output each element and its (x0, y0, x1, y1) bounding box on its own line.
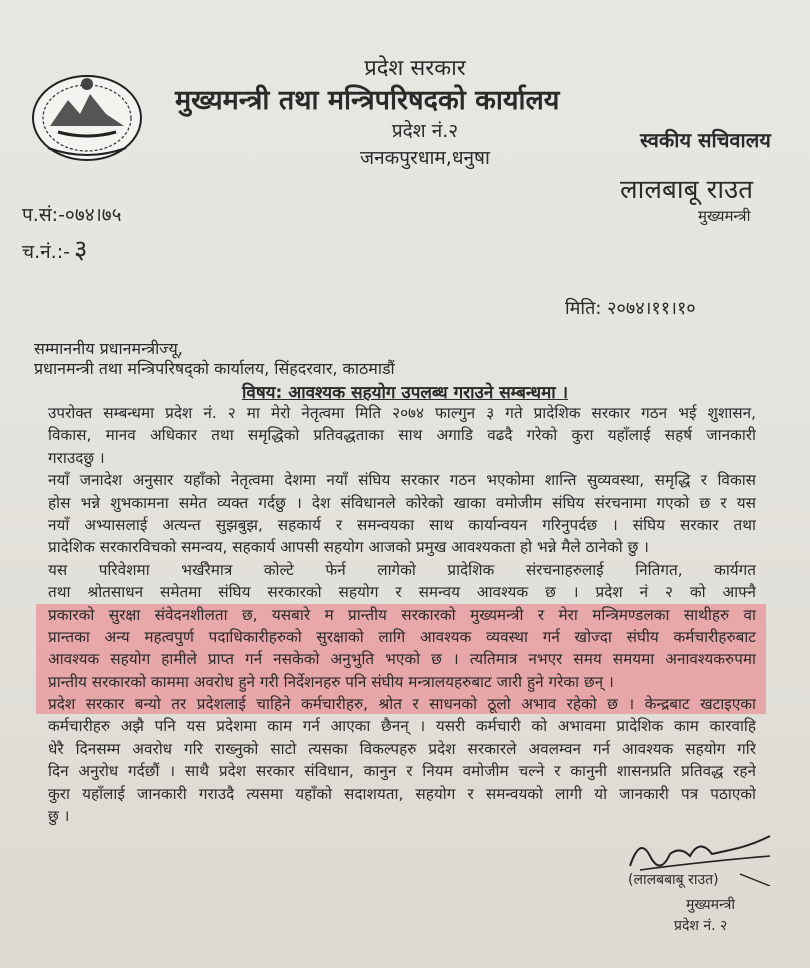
signatory-title: मुख्यमन्त्री (686, 897, 735, 913)
body-line: गराउदछु । (48, 448, 105, 467)
body-line: प्रकारको सुरक्षा संवेदनशीलता छ, यसबारे म प्रान्तीय सरकारको मुख्यमन्त्री र मेरा मन्त्रिमण्डलका साथीहरु वा (48, 605, 756, 624)
body-line: यस परिवेशमा भर्खरैमात्र कोल्टे फेर्न लागेको प्रादेशिक संरचनाहरुलाई नितिगत, कार्यगत (48, 560, 756, 579)
dispatch-number (22, 230, 87, 266)
dispatch-label: च.नं.:- (22, 241, 70, 263)
body-line: नयाँ अभ्यासलाई अत्यन्त सुझबुझ, सहकार्य र समन्वयका साथ कार्यान्वयन गरिनुपर्दछ । संघिय सरकार तथा (48, 515, 756, 534)
body-line: प्रान्तका अन्य महत्वपुर्ण पदाधिकारीहरुको सुरक्षाको लागि आवश्यक व्यवस्था गर्न खोज्दा संघीय कर्मचारीहरुबाट (48, 627, 756, 646)
recipient-address: प्रधानमन्त्री तथा मन्त्रिपरिषद्को कार्यालय, सिंहदरवार, काठमाडौं (34, 359, 395, 378)
body-line: कर्मचारीहरु अझै पनि यस प्रदेशमा काम गर्न आएका छैनन् । यसरी कर्मचारी को अभावमा प्रादेशिक काम कारवाहि (48, 717, 756, 736)
body-line: छु । (48, 807, 70, 826)
header-location: जनकपुरधाम,धनुषा (360, 147, 490, 169)
body-line: धेरै दिनसम्म अवरोध गरि राख्नुको साटो त्यसका विकल्पहरु प्रदेश सरकारले अवलम्वन गर्न आवश्यक सहयोग गरि (48, 739, 756, 758)
body-line: उपरोक्त सम्बन्धमा प्रदेश नं. २ मा मेरो नेतृत्वमा मिति २०७४ फाल्गुन ३ गते प्रादेशिक सरकार गठन भई शुशासन, (48, 404, 756, 422)
letter-date: मिति: २०७४।११।१० (565, 298, 696, 319)
header-government: प्रदेश सरकार (364, 56, 466, 81)
body-line: प्रान्तीय सरकारको काममा अवरोध हुने गरी निर्देशनहरु पनि संघीय मन्त्रालयहरुबाट जारी हुने गरेका छन् । (48, 672, 614, 691)
body-line: तथा श्रोतसाधन समेतमा संघिय सरकारको सहयोग र समन्वय आवश्यक छ । प्रदेश नं २ को आफ्नै (48, 583, 756, 602)
secretariat-label: स्वकीय सचिवालय (640, 128, 771, 152)
signatory-name: (लालबबाबू राउत) (628, 872, 719, 888)
body-line: आवश्यक सहयोग हामीले प्राप्त गर्न नसकेको अनुभुति भएको छ । त्यतिमात्र नभएर समय समयमा अनावश्यकरुपमा (48, 650, 756, 669)
letter-body (48, 402, 756, 827)
body-line: दिन अनुरोध गर्दछौं । साथै प्रदेश सरकार संविधान, कानुन र नियम वमोजीम चल्ने र कानुनी शासनप्रति प्रतिवद्ध रहने (48, 762, 756, 781)
signatory-province: प्रदेश नं. २ (674, 918, 728, 934)
chief-minister-title: मुख्यमन्त्री (698, 207, 751, 225)
dispatch-value: ३ (73, 235, 88, 265)
body-line: होस भन्ने शुभकामना समेत व्यक्त गर्दछु । देश संविधानले कोरेको खाका वमोजीम संघिय संरचनामा गएको छ र यस (48, 493, 756, 512)
body-line: कुरा यहाँलाई जानकारी गराउदै त्यसमा यहाँको सदाशयता, सहयोग र समन्वयको लागी यो जानकारी पत्र पठाएको (48, 784, 756, 803)
body-line: विकास, मानव अधिकार तथा समृद्धिको प्रतिवद्धताका साथ अगाडि वढदै गरेको कुरा यहाँलाई सहर्ष जानकारी (48, 426, 756, 445)
body-line: प्रदेश सरकार बन्यो तर प्रदेशलाई चाहिने कर्मचारीहरु, श्रोत र साधनको ठूलो अभाव रहेको छ । केन्द्रबाट खटाइएका (48, 695, 756, 714)
body-line: प्रादेशिक सरकारविचको समन्वय, सहकार्य आपसी सहयोग आजको प्रमुख आवश्यकता हो भन्ने मैले ठानेको छु । (48, 538, 649, 557)
subject-line (0, 380, 810, 403)
chief-minister-name: लालबाबू राउत (620, 175, 754, 205)
header-office: मुख्यमन्त्री तथा मन्त्रिपरिषदको कार्यालय (175, 85, 560, 116)
body-line: नयाँ जनादेश अनुसार यहाँको नेतृत्वमा देशमा नयाँ संघिय सरकार गठन भएकोमा शान्ति सुव्यवस्था, समृद्धि र विकास (48, 471, 756, 490)
header-province: प्रदेश नं.२ (391, 120, 459, 142)
salutation: सम्माननीय प्रधानमन्त्रीज्यू, (34, 339, 183, 358)
subject-text: विषय: आवश्यक सहयोग उपलब्ध गराउने सम्बन्धमा । (241, 383, 569, 403)
reference-number: प.सं:-०७४।७५ (22, 204, 122, 226)
